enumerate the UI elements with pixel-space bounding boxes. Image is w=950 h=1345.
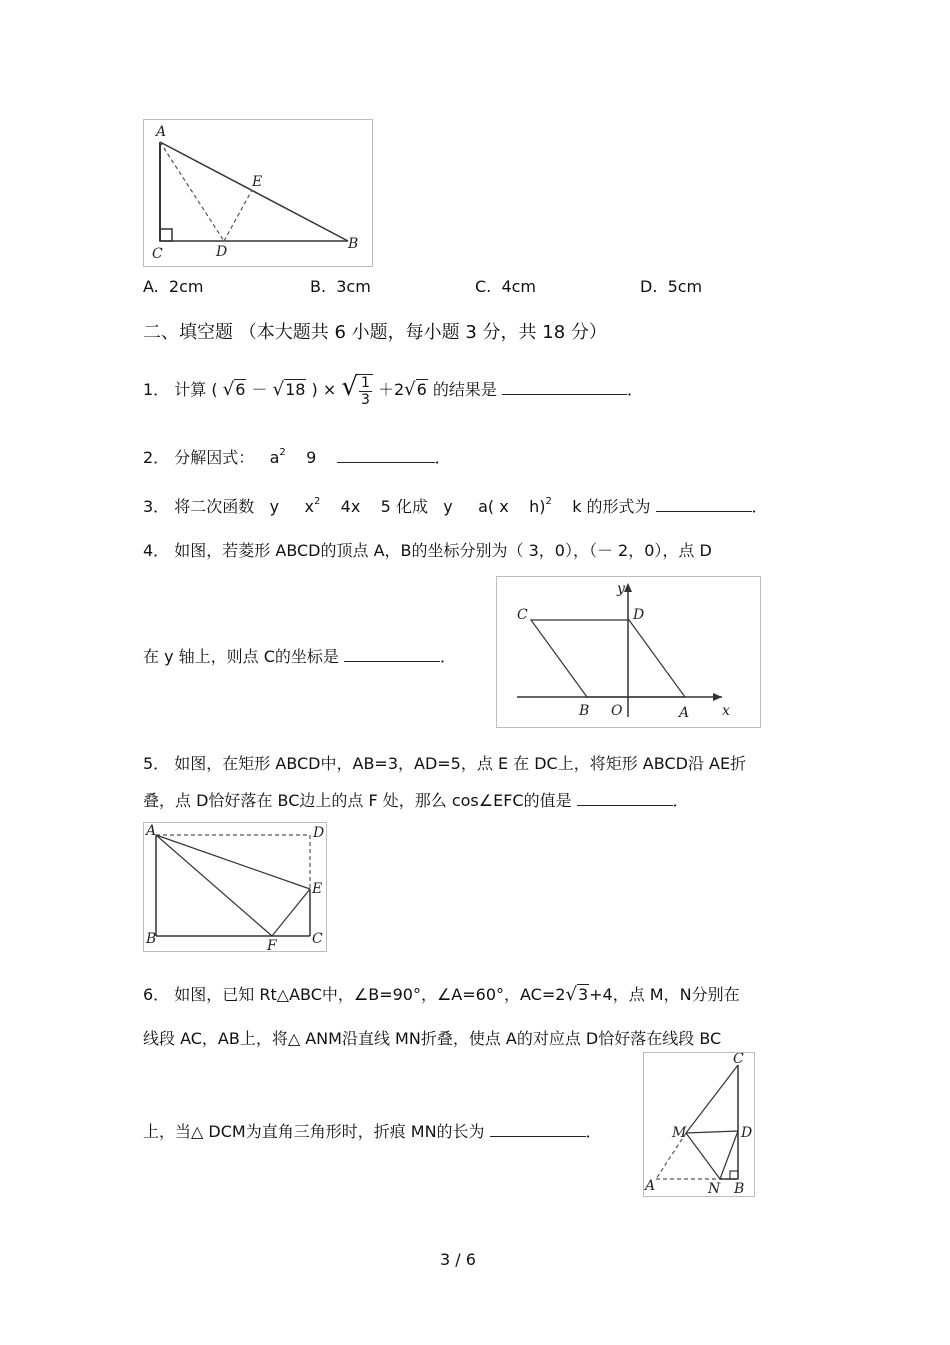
option-a-value: 2cm	[168, 277, 204, 296]
q4-label-x: x	[722, 703, 730, 719]
question-2	[143, 445, 451, 468]
label-E: E	[252, 174, 263, 190]
option-b-value: 3cm	[336, 277, 371, 296]
triangle-figure-top	[143, 119, 373, 267]
q3-g2: a( x	[478, 497, 509, 516]
question-6-line-2	[143, 1026, 721, 1049]
q1-fraction	[358, 374, 373, 408]
q5-label-B: B	[146, 931, 157, 947]
section-note: （本大题共 6 小题，每小题 3 分，共 18 分）	[238, 322, 607, 343]
question-1: 1． 计算 ( √6 － √18 ) × √ $\frac{1}{3}$ ＋2√6 的结果是 ．	[143, 372, 644, 408]
q2-expr-sup: 2	[279, 447, 286, 458]
rhombus-figure	[496, 576, 761, 728]
q3-f2-sup: 2	[313, 496, 321, 507]
q3-g1: y	[443, 497, 453, 516]
q6-number: 6．	[143, 985, 170, 1004]
q6-end: ．	[585, 1122, 602, 1141]
question-3	[143, 494, 768, 517]
q1-radicand-6b: 6	[416, 380, 427, 399]
q4-label-y: y	[617, 581, 625, 597]
q5-text-line-2: 叠，点 D恰好落在 BC边上的点 F 处，那么 cos∠EFC的值是	[143, 791, 572, 810]
option-c-letter: C.	[475, 277, 492, 296]
q6-text-line-1b: +4，点 M，N分别在	[589, 985, 740, 1004]
option-c	[475, 277, 536, 296]
q1-radicand-18: 18	[285, 380, 306, 399]
q1-end: ．	[627, 380, 644, 399]
label-C: C	[152, 246, 163, 262]
q4-answer-blank[interactable]	[344, 647, 440, 662]
q1-text-b: ) ×	[311, 380, 337, 399]
q2-expr-b: 9	[306, 448, 317, 467]
q1-frac-den: 3	[360, 391, 370, 408]
q1-minus: －	[251, 380, 268, 399]
q1-frac-num: 1	[360, 374, 370, 391]
question-4-line-1	[143, 538, 712, 561]
q3-f4: 5	[380, 497, 391, 516]
q6-label-N: N	[708, 1181, 721, 1196]
q2-answer-blank[interactable]	[337, 448, 435, 463]
question-6-line-3	[143, 1119, 602, 1142]
q3-text-c: 的形式为	[586, 497, 651, 516]
question-6-line-1: 6． 如图，已知 Rt△ABC中，∠B=90°，∠A=60°，AC=2√3+4，点 M，N分别在	[143, 984, 740, 1005]
q1-number: 1．	[143, 380, 170, 399]
option-d	[640, 277, 702, 296]
q4-number: 4．	[143, 541, 170, 560]
q1-text-a: 计算 (	[174, 380, 218, 399]
q3-f3: 4x	[340, 497, 361, 516]
label-D: D	[216, 244, 228, 260]
q6-answer-blank[interactable]	[490, 1122, 586, 1137]
q3-f1: y	[269, 497, 280, 516]
question-4-line-2	[143, 644, 456, 667]
q1-text-d: 的结果是	[432, 380, 497, 399]
section-title: 二、填空题	[143, 322, 233, 343]
option-d-letter: D.	[640, 277, 658, 296]
question-5-line-2	[143, 788, 689, 811]
page-number: 3 / 6	[440, 1250, 476, 1269]
q3-g4: k	[572, 497, 582, 516]
q6-label-C: C	[733, 1053, 744, 1067]
q6-radicand-3: 3	[577, 985, 589, 1004]
q6-label-D: D	[741, 1125, 753, 1141]
q6-text-line-1a: 如图，已知 Rt△ABC中，∠B=90°，∠A=60°，AC=2	[174, 985, 566, 1004]
q5-end: ．	[672, 791, 689, 810]
q4-label-A: A	[679, 705, 690, 721]
triangle-fold-figure	[643, 1052, 755, 1197]
q5-answer-blank[interactable]	[577, 791, 673, 806]
q3-answer-blank[interactable]	[656, 497, 752, 512]
q3-g3-sup: 2	[545, 496, 552, 507]
q2-text: 分解因式：	[174, 448, 255, 467]
q5-label-F: F	[267, 938, 277, 951]
q4-label-O: O	[611, 703, 623, 719]
q3-text-b: 化成	[395, 497, 428, 516]
q1-text-c: ＋2	[377, 380, 405, 399]
q5-text-line-1: 如图，在矩形 ABCD中，AB=3，AD=5，点 E 在 DC上，将矩形 ABCD沿 AE折	[174, 754, 747, 773]
q4-text-line-2: 在 y 轴上，则点 C的坐标是	[143, 647, 339, 666]
q3-text-a: 将二次函数	[174, 497, 255, 516]
label-B: B	[348, 236, 359, 252]
q5-label-A: A	[146, 823, 157, 839]
q1-radicand-6: 6	[235, 380, 246, 399]
q1-answer-blank[interactable]	[502, 380, 627, 395]
q3-g3: h)	[529, 497, 546, 516]
option-a-letter: A.	[143, 277, 159, 296]
q5-number: 5．	[143, 754, 170, 773]
q4-label-D: D	[633, 607, 645, 623]
q5-label-D: D	[313, 825, 325, 841]
q4-end: ．	[440, 647, 457, 666]
rectangle-fold-figure	[143, 822, 327, 952]
q6-text-line-3: 上，当△ DCM为直角三角形时，折痕 MN的长为	[143, 1122, 485, 1141]
q6-label-B: B	[734, 1181, 745, 1196]
option-a	[143, 277, 203, 296]
q5-label-E: E	[312, 881, 323, 897]
q4-label-B: B	[579, 703, 590, 719]
q3-end: ．	[751, 497, 768, 516]
q2-expr-a: a	[269, 448, 280, 467]
q4-label-C: C	[517, 607, 528, 623]
q6-text-line-2: 线段 AC，AB上，将△ ANM沿直线 MN折叠，使点 A的对应点 D恰好落在线段 BC	[143, 1029, 722, 1048]
option-b	[310, 277, 371, 296]
q6-label-A: A	[645, 1178, 656, 1194]
section-heading	[143, 318, 607, 344]
option-b-letter: B.	[310, 277, 327, 296]
q3-number: 3．	[143, 497, 170, 516]
q4-text-line-1: 如图，若菱形 ABCD的顶点 A，B的坐标分别为（ 3，0），（－ 2，0），点 D	[174, 541, 712, 560]
q2-number: 2．	[143, 448, 170, 467]
q6-label-M: M	[672, 1125, 687, 1141]
q5-label-C: C	[312, 931, 323, 947]
question-5-line-1	[143, 751, 746, 774]
q2-end: ．	[434, 448, 451, 467]
option-c-value: 4cm	[501, 277, 536, 296]
option-d-value: 5cm	[667, 277, 703, 296]
q3-f2: x	[304, 497, 314, 516]
label-A: A	[156, 124, 167, 140]
